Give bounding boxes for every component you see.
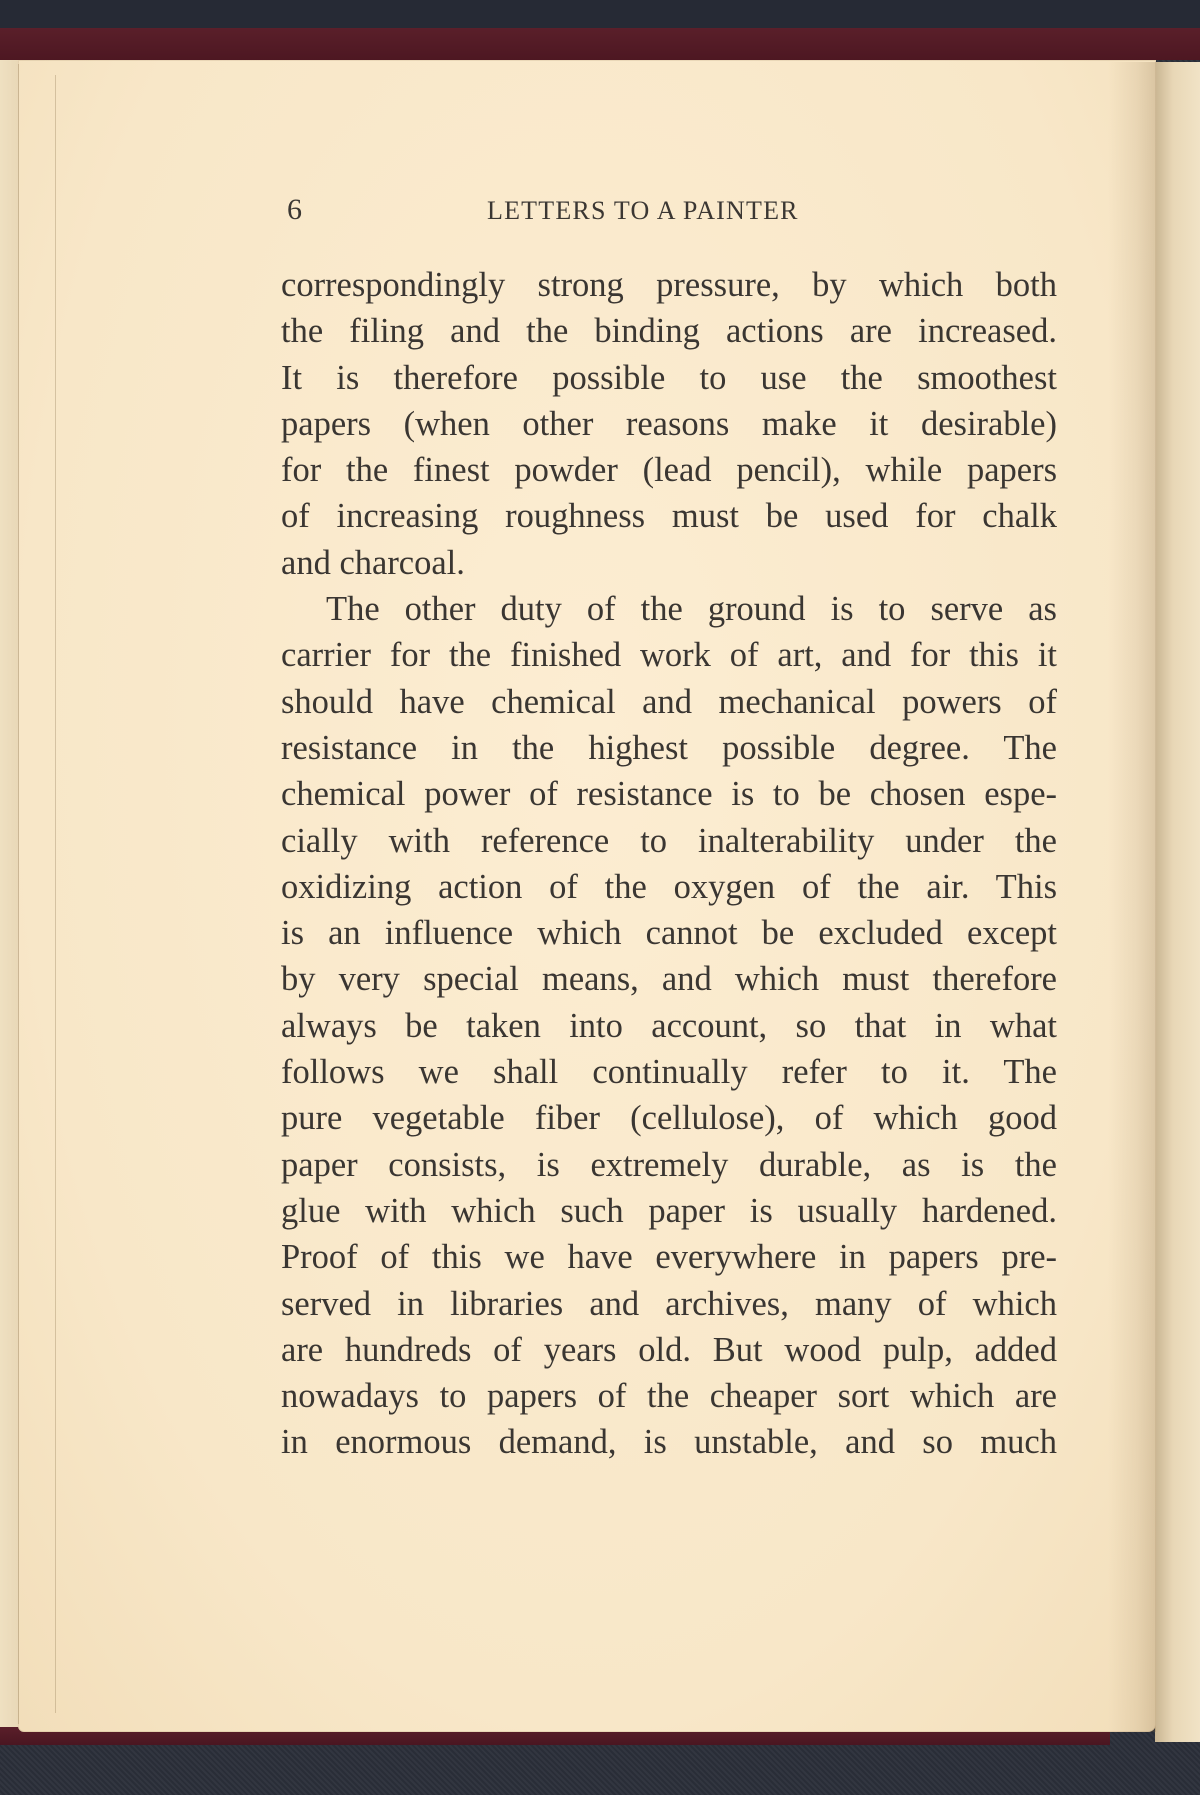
text-line: the filing and the binding actions are increased.	[281, 312, 1057, 351]
page-number: 6	[287, 193, 303, 226]
text-line: and charcoal.	[281, 543, 465, 582]
text-line: carrier for the finished work of art, and for this it	[281, 636, 1057, 675]
text-line: oxidizing action of the oxygen of the air. This	[281, 867, 1057, 906]
text-line: in enormous demand, is unstable, and so much	[281, 1423, 1057, 1462]
book-cover-top	[0, 0, 1200, 28]
text-line: should have chemical and mechanical powers of	[281, 682, 1057, 721]
text-line: paper consists, is extremely durable, as is the	[281, 1145, 1057, 1184]
text-line: It is therefore possible to use the smoothest	[281, 358, 1057, 397]
text-line: papers (when other reasons make it desirable)	[281, 404, 1057, 443]
book-binding-top	[0, 28, 1200, 60]
text-line: follows we shall continually refer to it. The	[281, 1053, 1057, 1092]
text-line: cially with reference to inalterability under the	[281, 821, 1057, 860]
text-line: nowadays to papers of the cheaper sort which are	[281, 1377, 1057, 1416]
text-line: pure vegetable fiber (cellulose), of which good	[281, 1099, 1057, 1138]
text-line: for the finest powder (lead pencil), while papers	[281, 451, 1057, 490]
paragraph-start-line: The other duty of the ground is to serve as	[326, 590, 1057, 629]
gutter-shadow	[1108, 62, 1156, 1732]
text-line: by very special means, and which must therefore	[281, 960, 1057, 999]
body-text	[281, 262, 1057, 1466]
running-title: LETTERS TO A PAINTER	[487, 196, 799, 225]
text-line: of increasing roughness must be used for chalk	[281, 497, 1057, 536]
text-line: are hundreds of years old. But wood pulp, added	[281, 1330, 1057, 1369]
text-line: glue with which such paper is usually hardened.	[281, 1191, 1057, 1230]
text-line: served in libraries and archives, many of which	[281, 1284, 1057, 1323]
text-line: chemical power of resistance is to be chosen espe-	[281, 775, 1057, 814]
text-line: Proof of this we have everywhere in papers pre-	[281, 1238, 1057, 1277]
text-line: correspondingly strong pressure, by which both	[281, 266, 1057, 304]
page-header	[287, 193, 1057, 233]
text-line: is an influence which cannot be excluded except	[281, 914, 1057, 953]
text-line: resistance in the highest possible degree. The	[281, 728, 1057, 767]
page-edges	[18, 64, 55, 1724]
right-page-stack	[1155, 62, 1200, 1742]
text-line: always be taken into account, so that in what	[281, 1006, 1057, 1045]
